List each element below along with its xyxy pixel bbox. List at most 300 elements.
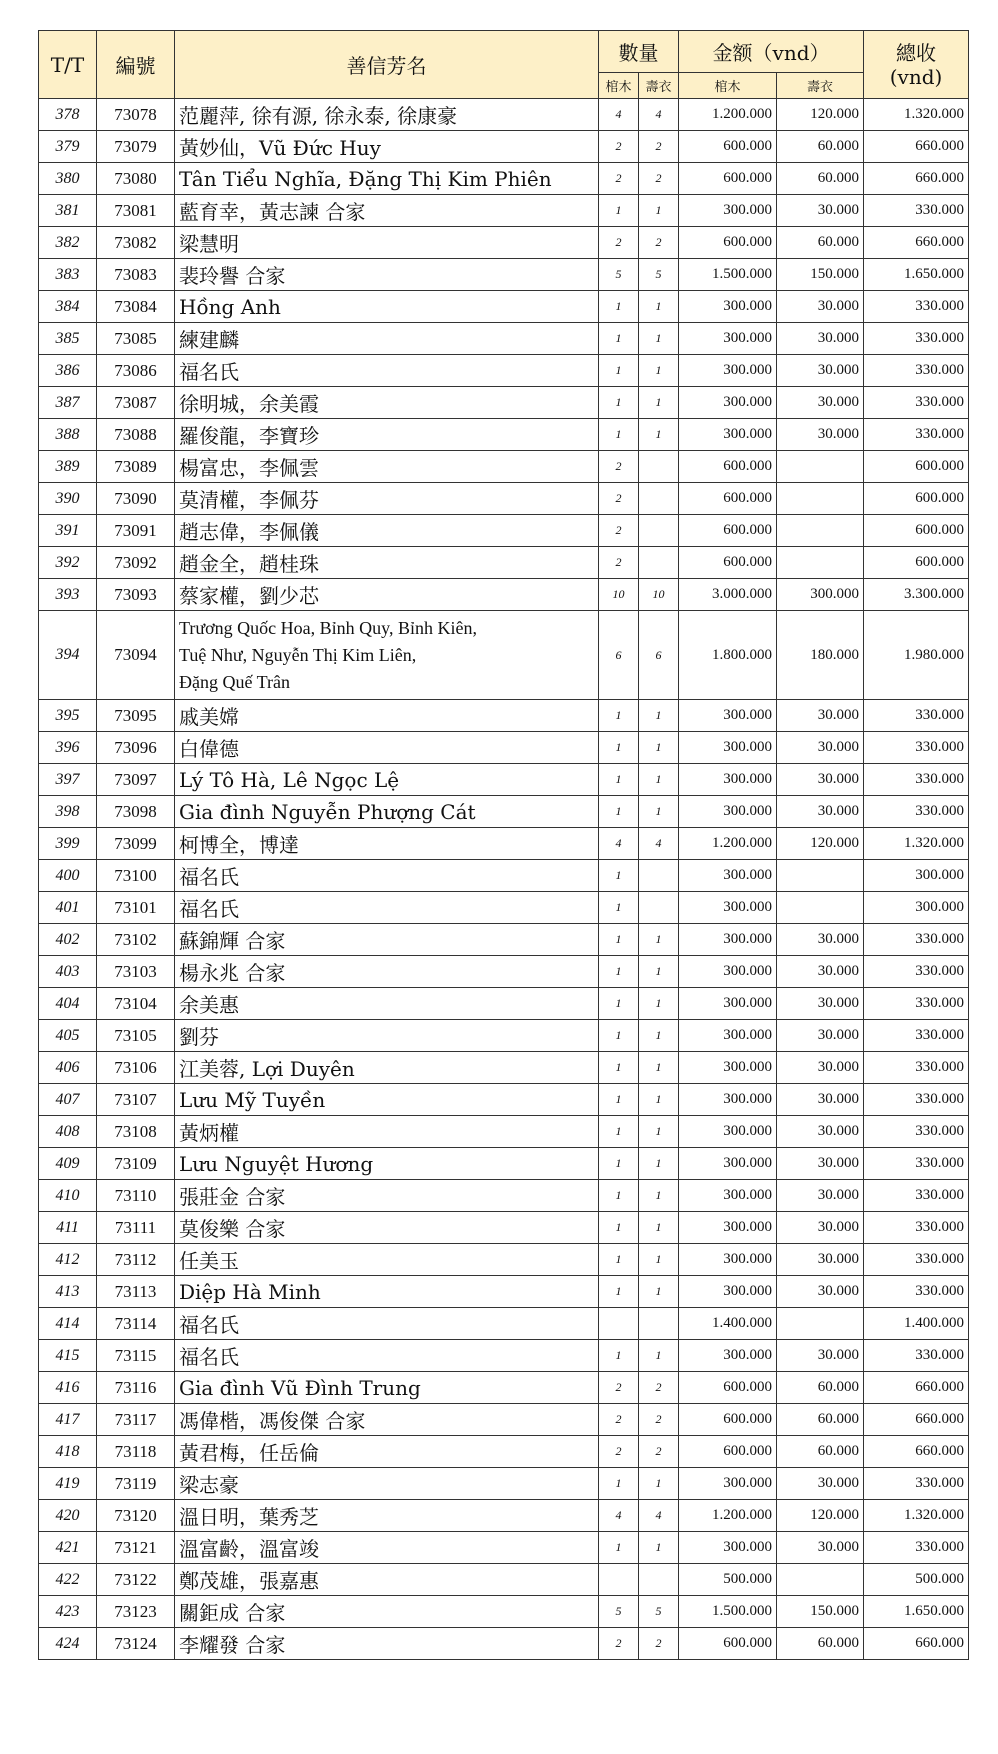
row-number: 383 [39, 259, 97, 291]
row-code: 73116 [97, 1372, 175, 1404]
row-amount-coffin: 1.500.000 [679, 259, 777, 291]
row-amount-shroud: 30.000 [777, 1052, 864, 1084]
donor-name-line: 黃炳權 [179, 1121, 239, 1145]
donor-name-line: 柯博全，博達 [179, 833, 299, 857]
row-amount-coffin: 600.000 [679, 547, 777, 579]
table-row [39, 1596, 969, 1628]
row-amount-shroud: 150.000 [777, 259, 864, 291]
row-number: 386 [39, 355, 97, 387]
row-qty-shroud: 1 [639, 1276, 679, 1308]
row-amount-shroud: 30.000 [777, 323, 864, 355]
row-total: 330.000 [864, 1084, 969, 1116]
header-amount-shroud: 壽衣 [777, 73, 864, 99]
row-total: 660.000 [864, 227, 969, 259]
row-donor-name [175, 259, 599, 291]
table-row [39, 515, 969, 547]
donor-name-line: 羅俊龍，李寶珍 [179, 424, 319, 448]
table-row [39, 451, 969, 483]
row-total: 300.000 [864, 860, 969, 892]
row-donor-name [175, 579, 599, 611]
row-code: 73109 [97, 1148, 175, 1180]
row-qty-coffin: 1 [599, 291, 639, 323]
row-donor-name [175, 387, 599, 419]
donor-name-line: 福名氏 [179, 865, 239, 889]
table-row [39, 1052, 969, 1084]
row-number: 406 [39, 1052, 97, 1084]
table-row [39, 1116, 969, 1148]
donor-name-line: 裴玲譽 合家 [179, 264, 286, 288]
row-amount-shroud: 30.000 [777, 796, 864, 828]
row-total: 660.000 [864, 1372, 969, 1404]
donor-name-line: Tân Tiểu Nghĩa, Đặng Thị Kim Phiên [179, 166, 552, 191]
row-total: 330.000 [864, 1148, 969, 1180]
row-amount-coffin: 300.000 [679, 1052, 777, 1084]
row-donor-name [175, 1084, 599, 1116]
row-amount-coffin: 500.000 [679, 1564, 777, 1596]
row-total: 330.000 [864, 956, 969, 988]
donation-ledger-table [38, 30, 969, 1660]
row-qty-coffin: 1 [599, 419, 639, 451]
row-amount-coffin: 300.000 [679, 1340, 777, 1372]
row-qty-coffin: 1 [599, 1532, 639, 1564]
row-number: 391 [39, 515, 97, 547]
row-total: 330.000 [864, 419, 969, 451]
row-donor-name [175, 547, 599, 579]
row-number: 390 [39, 483, 97, 515]
row-code: 73113 [97, 1276, 175, 1308]
row-amount-coffin: 300.000 [679, 732, 777, 764]
table-row [39, 259, 969, 291]
row-qty-coffin: 1 [599, 1148, 639, 1180]
row-amount-shroud: 30.000 [777, 1276, 864, 1308]
row-amount-shroud: 30.000 [777, 1532, 864, 1564]
donor-name-line: 楊富忠，李佩雲 [179, 456, 319, 480]
row-qty-shroud: 4 [639, 99, 679, 131]
row-qty-coffin: 2 [599, 1628, 639, 1660]
table-row [39, 1180, 969, 1212]
row-total: 330.000 [864, 1276, 969, 1308]
table-row [39, 195, 969, 227]
row-qty-coffin: 2 [599, 451, 639, 483]
row-amount-shroud: 30.000 [777, 1180, 864, 1212]
row-amount-shroud [777, 451, 864, 483]
row-qty-coffin: 2 [599, 547, 639, 579]
row-code: 73103 [97, 956, 175, 988]
row-qty-coffin: 1 [599, 892, 639, 924]
row-code: 73095 [97, 700, 175, 732]
header-total-line1: 總收 [896, 40, 937, 65]
table-row [39, 796, 969, 828]
donor-name-line: 蔡家權，劉少芯 [179, 584, 319, 608]
table-header [39, 31, 969, 99]
donor-name-line: 溫富齡，溫富竣 [179, 1537, 319, 1561]
donor-name-line: Hồng Anh [179, 294, 281, 319]
row-donor-name [175, 1436, 599, 1468]
donor-name-line: 蘇錦輝 合家 [179, 929, 286, 953]
row-code: 73106 [97, 1052, 175, 1084]
row-code: 73096 [97, 732, 175, 764]
row-code: 73101 [97, 892, 175, 924]
table-row [39, 828, 969, 860]
row-amount-coffin: 300.000 [679, 419, 777, 451]
row-amount-coffin: 300.000 [679, 1532, 777, 1564]
row-amount-shroud: 30.000 [777, 1148, 864, 1180]
row-code: 73117 [97, 1404, 175, 1436]
row-number: 423 [39, 1596, 97, 1628]
row-amount-coffin: 1.200.000 [679, 99, 777, 131]
row-donor-name [175, 956, 599, 988]
row-total: 330.000 [864, 924, 969, 956]
row-qty-shroud: 2 [639, 131, 679, 163]
table-row [39, 227, 969, 259]
row-qty-coffin: 4 [599, 828, 639, 860]
header-total-line2: (vnd) [889, 64, 943, 89]
table-row [39, 419, 969, 451]
donor-name-line: Tuệ Như, Nguyễn Thị Kim Liên, [179, 644, 417, 665]
row-number: 419 [39, 1468, 97, 1500]
row-amount-coffin: 300.000 [679, 387, 777, 419]
row-total: 330.000 [864, 1020, 969, 1052]
row-number: 397 [39, 764, 97, 796]
row-total: 1.650.000 [864, 259, 969, 291]
row-code: 73099 [97, 828, 175, 860]
row-code: 73123 [97, 1596, 175, 1628]
row-amount-coffin: 300.000 [679, 1084, 777, 1116]
row-qty-shroud: 2 [639, 1404, 679, 1436]
row-total: 330.000 [864, 1468, 969, 1500]
table-row [39, 988, 969, 1020]
row-total: 600.000 [864, 547, 969, 579]
row-qty-shroud: 4 [639, 1500, 679, 1532]
row-total: 600.000 [864, 483, 969, 515]
row-amount-coffin: 600.000 [679, 1628, 777, 1660]
row-qty-shroud: 1 [639, 1468, 679, 1500]
row-amount-coffin: 300.000 [679, 988, 777, 1020]
row-qty-shroud: 1 [639, 924, 679, 956]
row-qty-shroud [639, 483, 679, 515]
row-amount-shroud: 30.000 [777, 1212, 864, 1244]
donor-name-line: 溫日明，葉秀芝 [179, 1505, 319, 1529]
table-row [39, 1372, 969, 1404]
row-number: 378 [39, 99, 97, 131]
row-number: 399 [39, 828, 97, 860]
row-amount-coffin: 1.200.000 [679, 1500, 777, 1532]
header-amount: 金额（vnd） [679, 31, 864, 73]
table-row [39, 547, 969, 579]
table-row [39, 1212, 969, 1244]
row-total: 660.000 [864, 131, 969, 163]
donor-name-line: 趙金全，趙桂珠 [179, 552, 319, 576]
row-amount-shroud: 150.000 [777, 1596, 864, 1628]
row-amount-coffin: 300.000 [679, 291, 777, 323]
row-qty-shroud: 1 [639, 732, 679, 764]
row-number: 400 [39, 860, 97, 892]
row-qty-coffin: 2 [599, 1372, 639, 1404]
row-number: 392 [39, 547, 97, 579]
table-row [39, 355, 969, 387]
table-row [39, 163, 969, 195]
row-code: 73083 [97, 259, 175, 291]
row-code: 73108 [97, 1116, 175, 1148]
row-code: 73121 [97, 1532, 175, 1564]
row-amount-shroud: 60.000 [777, 163, 864, 195]
row-total: 330.000 [864, 700, 969, 732]
row-number: 388 [39, 419, 97, 451]
row-code: 73079 [97, 131, 175, 163]
row-amount-shroud: 30.000 [777, 1020, 864, 1052]
row-qty-coffin: 2 [599, 131, 639, 163]
row-donor-name [175, 1628, 599, 1660]
row-qty-shroud: 1 [639, 1084, 679, 1116]
table-row [39, 860, 969, 892]
table-row [39, 1468, 969, 1500]
row-number: 414 [39, 1308, 97, 1340]
row-donor-name [175, 515, 599, 547]
table-row [39, 956, 969, 988]
row-number: 413 [39, 1276, 97, 1308]
donor-name-line: 白偉德 [179, 737, 239, 761]
row-qty-shroud [639, 515, 679, 547]
donor-name-line: 練建麟 [179, 328, 239, 352]
row-amount-coffin: 300.000 [679, 892, 777, 924]
row-code: 73114 [97, 1308, 175, 1340]
row-code: 73104 [97, 988, 175, 1020]
table-row [39, 1020, 969, 1052]
row-total: 330.000 [864, 1116, 969, 1148]
row-donor-name [175, 924, 599, 956]
row-amount-shroud: 30.000 [777, 1468, 864, 1500]
row-qty-coffin: 1 [599, 1276, 639, 1308]
donor-name-line: 李耀發 合家 [179, 1633, 286, 1657]
row-qty-coffin: 2 [599, 1404, 639, 1436]
row-number: 380 [39, 163, 97, 195]
row-code: 73086 [97, 355, 175, 387]
row-qty-shroud [639, 892, 679, 924]
row-qty-coffin: 1 [599, 1116, 639, 1148]
header-tt: T/T [39, 31, 97, 99]
row-number: 422 [39, 1564, 97, 1596]
row-number: 409 [39, 1148, 97, 1180]
row-amount-shroud: 300.000 [777, 579, 864, 611]
row-amount-shroud [777, 892, 864, 924]
row-donor-name [175, 1020, 599, 1052]
row-qty-coffin: 1 [599, 1244, 639, 1276]
row-number: 421 [39, 1532, 97, 1564]
donor-name-line: Trương Quốc Hoa, Bỉnh Quy, Bỉnh Kiên, [179, 617, 477, 638]
table-row [39, 1564, 969, 1596]
row-total: 330.000 [864, 323, 969, 355]
row-total: 330.000 [864, 387, 969, 419]
row-donor-name [175, 1372, 599, 1404]
row-qty-coffin: 1 [599, 988, 639, 1020]
table-row [39, 1148, 969, 1180]
row-donor-name [175, 1148, 599, 1180]
row-amount-coffin: 300.000 [679, 860, 777, 892]
table-row [39, 1404, 969, 1436]
row-donor-name [175, 796, 599, 828]
donor-name-line: Lưu Nguyệt Hương [179, 1151, 374, 1176]
row-qty-coffin: 1 [599, 1340, 639, 1372]
donor-name-line: 余美惠 [179, 993, 239, 1017]
row-total: 330.000 [864, 1212, 969, 1244]
row-qty-coffin: 1 [599, 1212, 639, 1244]
donor-name-line: 梁慧明 [179, 232, 239, 256]
row-amount-shroud: 120.000 [777, 99, 864, 131]
row-amount-coffin: 300.000 [679, 1116, 777, 1148]
row-donor-name [175, 1340, 599, 1372]
row-amount-shroud: 30.000 [777, 1116, 864, 1148]
donor-name-line: 福名氏 [179, 1313, 239, 1337]
row-qty-coffin [599, 1564, 639, 1596]
donor-name-line: Gia đình Nguyễn Phượng Cát [179, 799, 476, 824]
row-number: 379 [39, 131, 97, 163]
row-number: 415 [39, 1340, 97, 1372]
row-qty-shroud: 2 [639, 227, 679, 259]
row-qty-shroud: 1 [639, 1148, 679, 1180]
row-qty-shroud: 5 [639, 259, 679, 291]
table-row [39, 1500, 969, 1532]
row-number: 418 [39, 1436, 97, 1468]
row-qty-shroud: 1 [639, 1116, 679, 1148]
row-code: 73105 [97, 1020, 175, 1052]
row-donor-name [175, 1500, 599, 1532]
row-amount-shroud: 30.000 [777, 764, 864, 796]
row-donor-name [175, 451, 599, 483]
donor-name-line: Gia đình Vũ Đình Trung [179, 1375, 421, 1400]
row-total: 660.000 [864, 1628, 969, 1660]
row-qty-coffin: 1 [599, 1180, 639, 1212]
row-total: 330.000 [864, 1532, 969, 1564]
row-amount-coffin: 600.000 [679, 131, 777, 163]
row-qty-coffin: 1 [599, 1052, 639, 1084]
donor-name-line: 劉芬 [179, 1025, 219, 1049]
table-row [39, 924, 969, 956]
row-donor-name [175, 483, 599, 515]
row-code: 73102 [97, 924, 175, 956]
row-qty-coffin: 6 [599, 611, 639, 700]
row-amount-coffin: 300.000 [679, 1244, 777, 1276]
row-code: 73119 [97, 1468, 175, 1500]
row-donor-name [175, 163, 599, 195]
row-amount-coffin: 300.000 [679, 355, 777, 387]
table-row [39, 131, 969, 163]
row-code: 73097 [97, 764, 175, 796]
row-total: 3.300.000 [864, 579, 969, 611]
row-qty-shroud: 1 [639, 1244, 679, 1276]
row-donor-name [175, 1276, 599, 1308]
row-amount-coffin: 300.000 [679, 195, 777, 227]
row-total: 330.000 [864, 764, 969, 796]
row-donor-name [175, 1212, 599, 1244]
row-donor-name [175, 1596, 599, 1628]
row-qty-coffin: 4 [599, 99, 639, 131]
row-amount-coffin: 300.000 [679, 1180, 777, 1212]
row-amount-coffin: 600.000 [679, 1436, 777, 1468]
row-qty-shroud [639, 451, 679, 483]
row-code: 73091 [97, 515, 175, 547]
row-amount-shroud: 30.000 [777, 1084, 864, 1116]
row-qty-shroud: 1 [639, 988, 679, 1020]
row-amount-shroud: 30.000 [777, 700, 864, 732]
header-code: 編號 [97, 31, 175, 99]
row-amount-coffin: 300.000 [679, 1468, 777, 1500]
row-qty-coffin: 10 [599, 579, 639, 611]
row-donor-name [175, 892, 599, 924]
row-donor-name [175, 419, 599, 451]
row-amount-coffin: 1.400.000 [679, 1308, 777, 1340]
row-number: 416 [39, 1372, 97, 1404]
row-amount-coffin: 600.000 [679, 163, 777, 195]
row-amount-coffin: 300.000 [679, 1148, 777, 1180]
row-qty-shroud: 1 [639, 1532, 679, 1564]
row-code: 73098 [97, 796, 175, 828]
row-qty-shroud: 1 [639, 764, 679, 796]
row-total: 330.000 [864, 1180, 969, 1212]
row-amount-coffin: 300.000 [679, 1212, 777, 1244]
row-qty-shroud: 1 [639, 419, 679, 451]
row-total: 330.000 [864, 1052, 969, 1084]
row-donor-name [175, 828, 599, 860]
row-amount-coffin: 300.000 [679, 1276, 777, 1308]
row-amount-coffin: 600.000 [679, 1372, 777, 1404]
row-donor-name [175, 291, 599, 323]
row-amount-shroud: 120.000 [777, 1500, 864, 1532]
row-total: 300.000 [864, 892, 969, 924]
row-amount-coffin: 600.000 [679, 1404, 777, 1436]
row-code: 73088 [97, 419, 175, 451]
row-number: 384 [39, 291, 97, 323]
row-donor-name [175, 1564, 599, 1596]
row-qty-shroud: 6 [639, 611, 679, 700]
donor-name-line: 馮偉楷，馮俊傑 合家 [179, 1409, 366, 1433]
row-qty-shroud: 5 [639, 1596, 679, 1628]
row-qty-coffin: 1 [599, 732, 639, 764]
donor-name-line: Lý Tô Hà, Lê Ngọc Lệ [179, 767, 400, 792]
row-donor-name [175, 1052, 599, 1084]
row-qty-coffin: 1 [599, 796, 639, 828]
row-code: 73094 [97, 611, 175, 700]
row-number: 410 [39, 1180, 97, 1212]
row-qty-coffin: 2 [599, 227, 639, 259]
table-row [39, 579, 969, 611]
row-qty-shroud: 1 [639, 956, 679, 988]
donor-name-line: 黃君梅，任岳倫 [179, 1441, 319, 1465]
row-qty-coffin: 1 [599, 860, 639, 892]
row-donor-name [175, 1532, 599, 1564]
donor-name-line: 關鉅成 合家 [179, 1601, 286, 1625]
donor-name-line: 徐明城，余美霞 [179, 392, 319, 416]
row-number: 398 [39, 796, 97, 828]
row-total: 660.000 [864, 1404, 969, 1436]
row-amount-shroud: 60.000 [777, 1372, 864, 1404]
row-amount-shroud: 180.000 [777, 611, 864, 700]
row-amount-shroud: 30.000 [777, 195, 864, 227]
row-code: 73124 [97, 1628, 175, 1660]
row-donor-name [175, 700, 599, 732]
row-number: 393 [39, 579, 97, 611]
row-amount-shroud [777, 860, 864, 892]
row-donor-name [175, 1468, 599, 1500]
table-row [39, 1308, 969, 1340]
row-qty-shroud: 10 [639, 579, 679, 611]
row-qty-coffin: 1 [599, 387, 639, 419]
donor-name-line: 楊永兆 合家 [179, 961, 286, 985]
row-amount-coffin: 600.000 [679, 515, 777, 547]
row-amount-coffin: 600.000 [679, 227, 777, 259]
row-number: 396 [39, 732, 97, 764]
row-total: 330.000 [864, 291, 969, 323]
donor-name-line: 莫俊樂 合家 [179, 1217, 286, 1241]
